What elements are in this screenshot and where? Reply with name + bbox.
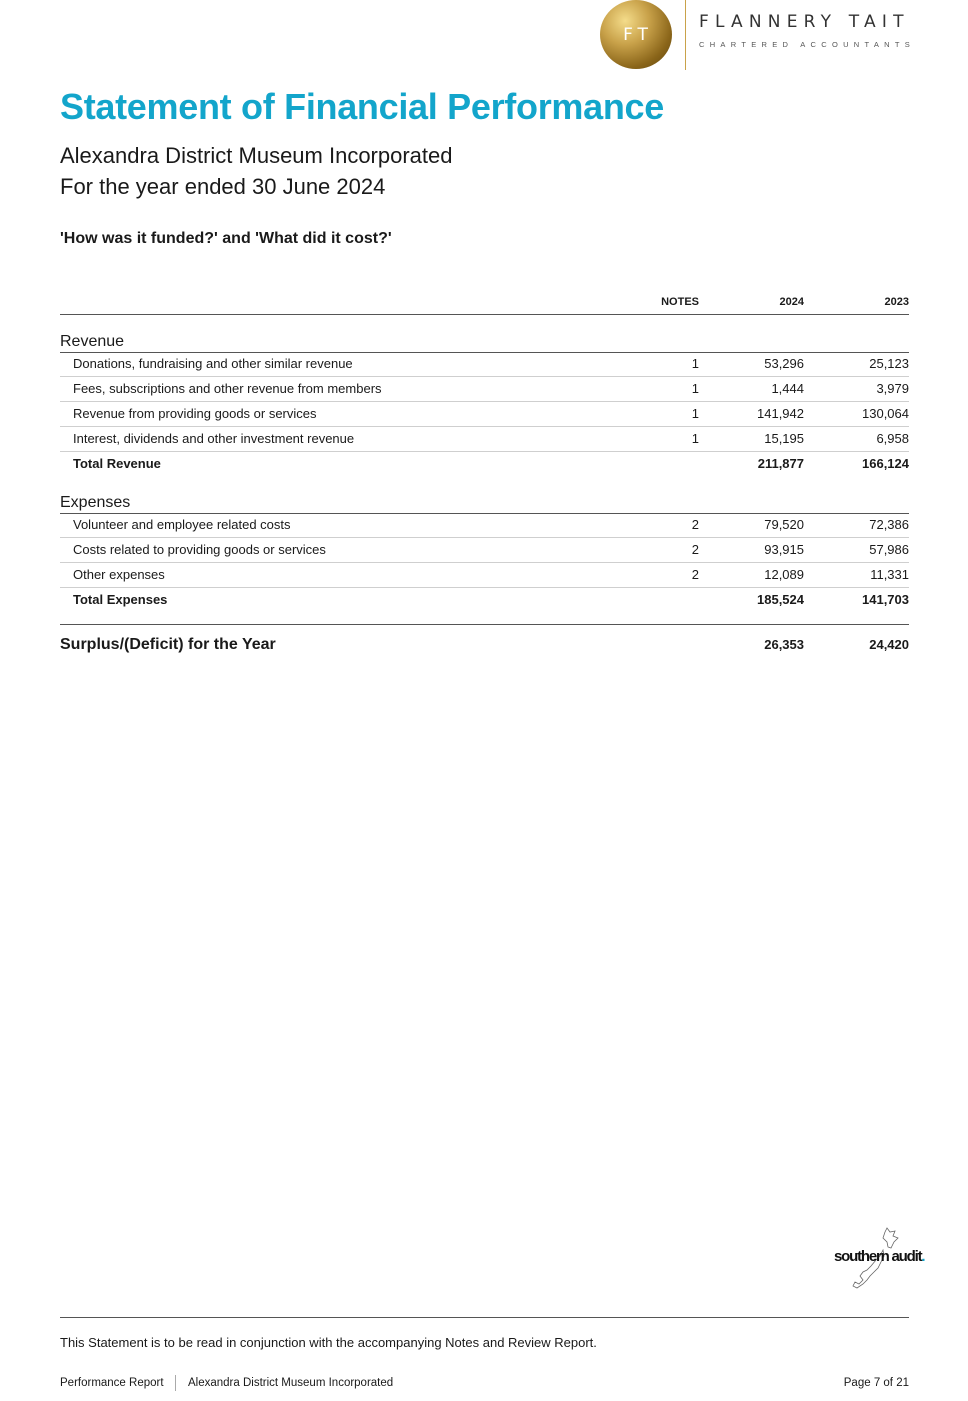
table-row	[60, 427, 909, 452]
row-value-2024: 141,942	[757, 406, 804, 421]
row-value-2023: 11,331	[870, 567, 909, 582]
footer-divider	[60, 1317, 909, 1318]
page-title: Statement of Financial Performance	[60, 86, 664, 127]
section-expenses-title: Expenses	[60, 494, 131, 511]
table-row	[60, 563, 909, 588]
row-value-2024: 79,520	[764, 517, 804, 532]
surplus-2023: 24,420	[869, 637, 909, 652]
row-note: 1	[691, 406, 699, 421]
header-notes: NOTES	[661, 296, 699, 308]
surplus-2024: 26,353	[764, 637, 804, 652]
table-row	[60, 377, 909, 402]
table-row	[60, 513, 909, 538]
row-value-2023: 3,979	[876, 381, 909, 396]
row-value-2023: 57,986	[869, 542, 909, 557]
southern-audit-logo-text: southern audit	[834, 1248, 922, 1265]
organization-name: Alexandra District Museum Incorporated	[60, 143, 453, 168]
row-label: Revenue from providing goods or services	[73, 406, 317, 421]
row-label: Donations, fundraising and other similar revenue	[73, 356, 353, 371]
row-note: 2	[691, 517, 699, 532]
table-row	[60, 352, 909, 377]
table-row	[60, 538, 909, 563]
row-value-2024: 15,195	[764, 431, 804, 446]
row-value-2024: 1,444	[771, 381, 804, 396]
row-value-2023: 25,123	[869, 356, 909, 371]
reporting-period: For the year ended 30 June 2024	[60, 174, 386, 199]
row-label: Costs related to providing goods or services	[73, 542, 326, 557]
section-revenue	[60, 330, 909, 353]
row-value-2024: 53,296	[764, 356, 804, 371]
total-revenue-2024: 211,877	[757, 456, 804, 471]
row-value-2023: 6,958	[876, 431, 909, 446]
table-row	[60, 402, 909, 427]
row-note: 2	[691, 567, 699, 582]
row-note: 1	[691, 431, 699, 446]
row-label: Volunteer and employee related costs	[73, 517, 291, 532]
header-2024: 2024	[779, 296, 804, 308]
surplus-label: Surplus/(Deficit) for the Year	[60, 636, 276, 653]
row-value-2023: 72,386	[869, 517, 909, 532]
row-value-2023: 130,064	[862, 406, 909, 421]
southern-audit-logo	[834, 1248, 924, 1265]
total-expenses-2023: 141,703	[862, 592, 909, 607]
table-header	[60, 292, 909, 315]
surplus-row	[60, 624, 909, 655]
firm-subtitle: CHARTERED ACCOUNTANTS	[699, 40, 916, 49]
footer-separator	[175, 1375, 176, 1391]
footer-note: This Statement is to be read in conjunction with the accompanying Notes and Review Report.	[60, 1335, 597, 1350]
row-value-2024: 93,915	[764, 542, 804, 557]
footer-report-name: Performance Report	[60, 1377, 164, 1389]
total-revenue-2023: 166,124	[862, 456, 909, 471]
row-value-2024: 12,089	[764, 567, 804, 582]
row-note: 1	[691, 381, 699, 396]
tagline: 'How was it funded?' and 'What did it cost?'	[60, 230, 392, 247]
total-expenses-2024: 185,524	[757, 592, 804, 607]
section-revenue-title: Revenue	[60, 333, 125, 350]
total-revenue-label: Total Revenue	[73, 456, 161, 471]
firm-logo-monogram: FT	[600, 0, 672, 69]
row-note: 1	[691, 356, 699, 371]
total-revenue-row	[60, 452, 909, 476]
total-expenses-row	[60, 588, 909, 612]
footer-organization: Alexandra District Museum Incorporated	[188, 1377, 394, 1389]
row-note: 2	[691, 542, 699, 557]
page-number: Page 7 of 21	[843, 1377, 909, 1389]
row-label: Fees, subscriptions and other revenue from members	[73, 381, 382, 396]
firm-name: FLANNERY TAIT	[699, 12, 910, 32]
southern-audit-logo-dot: .	[921, 1248, 925, 1265]
row-label: Other expenses	[73, 567, 165, 582]
section-expenses	[60, 491, 909, 514]
row-label: Interest, dividends and other investment revenue	[73, 431, 355, 446]
total-expenses-label: Total Expenses	[73, 592, 168, 607]
header-2023: 2023	[884, 296, 909, 308]
logo-divider	[685, 0, 686, 70]
